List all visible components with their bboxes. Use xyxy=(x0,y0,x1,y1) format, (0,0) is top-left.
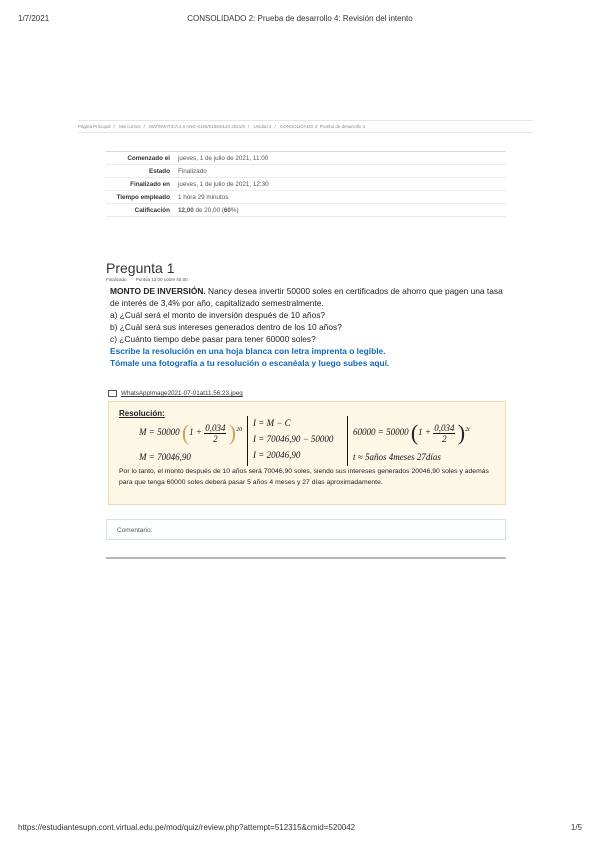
formula-fraction xyxy=(204,423,226,444)
summary-label: Tiempo empleado xyxy=(106,191,174,204)
summary-value: jueves, 1 de julio de 2021, 11:00 xyxy=(174,152,506,165)
attempt-summary xyxy=(106,151,506,217)
print-title: CONSOLIDADO 2: Prueba de desarrollo 4: Revisión del intento xyxy=(187,14,413,23)
breadcrumb-my-courses[interactable]: Mis cursos xyxy=(119,124,141,129)
print-date: 1/7/2021 xyxy=(18,14,50,23)
breadcrumb-unit[interactable]: Unidad 4 xyxy=(253,124,272,129)
formula-exponent: 2t xyxy=(465,427,470,434)
instruction-line: Tómale una fotografía a tu resolución o escanéala y luego subes aquí. xyxy=(110,358,390,368)
formula-m-result: M = 70046,90 xyxy=(139,452,191,462)
summary-label: Finalizado en xyxy=(106,178,174,191)
formula-fraction xyxy=(433,423,455,444)
summary-label: Comenzado el xyxy=(106,152,174,165)
formula-t-result: t ≈ 5años 4meses 27días xyxy=(353,452,441,462)
question-item-c: c) ¿Cuánto tiempo debe pasar para tener 60000 soles? xyxy=(110,334,316,344)
question-item-b: b) ¿Cuál será sus intereses generados dentro de los 10 años? xyxy=(110,322,342,332)
paren-close: ) xyxy=(457,420,466,445)
summary-row-grade xyxy=(106,204,506,217)
fraction-numerator: 0,034 xyxy=(434,422,455,433)
formula-i-1: I = M − C xyxy=(253,418,291,428)
breadcrumb-course[interactable]: MATEMATICA 2.0 ANG-0156/0156/0124 2021/0 xyxy=(149,124,245,129)
question-heading: MONTO DE INVERSIÓN. xyxy=(110,286,206,296)
summary-row-state xyxy=(106,165,506,178)
image-file-icon xyxy=(108,390,117,397)
resolution-conclusion: Por lo tanto, el monto después de 10 años será 70046,90 soles, siendo sus intereses generados 20046,90 soles y además para que tenga 60000 soles deberá pasar 5 años 4 meses y 27 días aproximadamente. xyxy=(119,468,489,486)
summary-label: Estado xyxy=(106,165,174,178)
grade-end: %) xyxy=(230,206,239,214)
breadcrumb-quiz[interactable]: CONSOLIDADO 2: Prueba de desarrollo 4 xyxy=(280,124,366,129)
summary-row-started xyxy=(106,152,506,165)
formula-exponent: 20 xyxy=(236,427,243,434)
fraction-numerator: 0,034 xyxy=(205,422,226,433)
grade-rest: de 20,00 ( xyxy=(195,206,224,214)
attachment-link[interactable]: WhatsAppImage2021-07-01at11.56.23.jpeg xyxy=(121,390,243,398)
paren-close: ) xyxy=(228,420,237,445)
question-item-a: a) ¿Cuál será el monto de inversión después de 10 años? xyxy=(110,310,326,320)
formula-c: 60000 = 50000 (1 + $\frac{0,034}{2}$ )$^{2t}$ xyxy=(353,420,470,445)
summary-value: 1 hora 29 minutos xyxy=(174,191,506,204)
fraction-denominator: 2 xyxy=(442,433,447,444)
grade-label: Calificación xyxy=(106,204,174,217)
divider xyxy=(247,416,248,466)
summary-row-time xyxy=(106,191,506,204)
formula-c-lhs: 60000 = 50000 xyxy=(353,427,409,438)
question-state: Finalizado xyxy=(106,277,127,282)
answer-image xyxy=(108,401,506,505)
divider xyxy=(347,416,348,466)
formula-i-2: I = 70046,90 − 50000 xyxy=(253,434,334,444)
question-title: Pregunta 1 xyxy=(106,260,175,276)
formula-m-lhs: M = 50000 xyxy=(139,427,180,438)
question-intro-text: Nancy desea invertir 50000 soles en certificados de ahorro que pagen una tasa de interés de 3,4% por año, capitalizado semestralmente. xyxy=(110,286,503,308)
question-meta xyxy=(106,277,196,282)
question-intro xyxy=(110,285,510,309)
divider xyxy=(106,557,506,559)
breadcrumb: Página Principal / Mis cursos / MATEMATICA 2.0 ANG-0156/0156/0124 2021/0 / Unidad 4 / CONSOLIDADO 2: Prueba de desarrollo 4 xyxy=(78,120,533,133)
formula-i-3: I = 20046,90 xyxy=(253,450,301,460)
instruction-line: Escribe la resolución en una hoja blanca con letra imprenta o legible. xyxy=(110,346,386,356)
fraction-denominator: 2 xyxy=(213,433,218,444)
question-text xyxy=(110,285,510,369)
print-page-number: 1/5 xyxy=(570,823,582,832)
resolution-title: Resolución: xyxy=(119,409,165,418)
summary-row-finished xyxy=(106,178,506,191)
grade-score: 12,00 xyxy=(178,206,194,214)
paren-open: ( xyxy=(181,420,190,445)
question-header xyxy=(106,260,196,282)
attachment xyxy=(108,390,243,397)
summary-value: Finalizado xyxy=(174,165,506,178)
print-url: https://estudiantesupn.cont.virtual.edu.pe/mod/quiz/review.php?attempt=512315&cmid=520042 xyxy=(18,823,356,832)
grade-value xyxy=(174,204,506,217)
grade-percent: 60 xyxy=(223,206,231,214)
comment-label: Comentario: xyxy=(117,527,153,534)
comment-box xyxy=(106,519,506,540)
breadcrumb-home[interactable]: Página Principal xyxy=(78,124,111,129)
question-score: Puntúa 12,00 sobre 40,00 xyxy=(135,277,188,282)
summary-value: jueves, 1 de julio de 2021, 12:30 xyxy=(174,178,506,191)
paren-open: ( xyxy=(410,420,419,445)
formula-m: M = 50000 (1 + $\frac{0,034}{2}$ )$^{20}$ xyxy=(139,420,243,445)
